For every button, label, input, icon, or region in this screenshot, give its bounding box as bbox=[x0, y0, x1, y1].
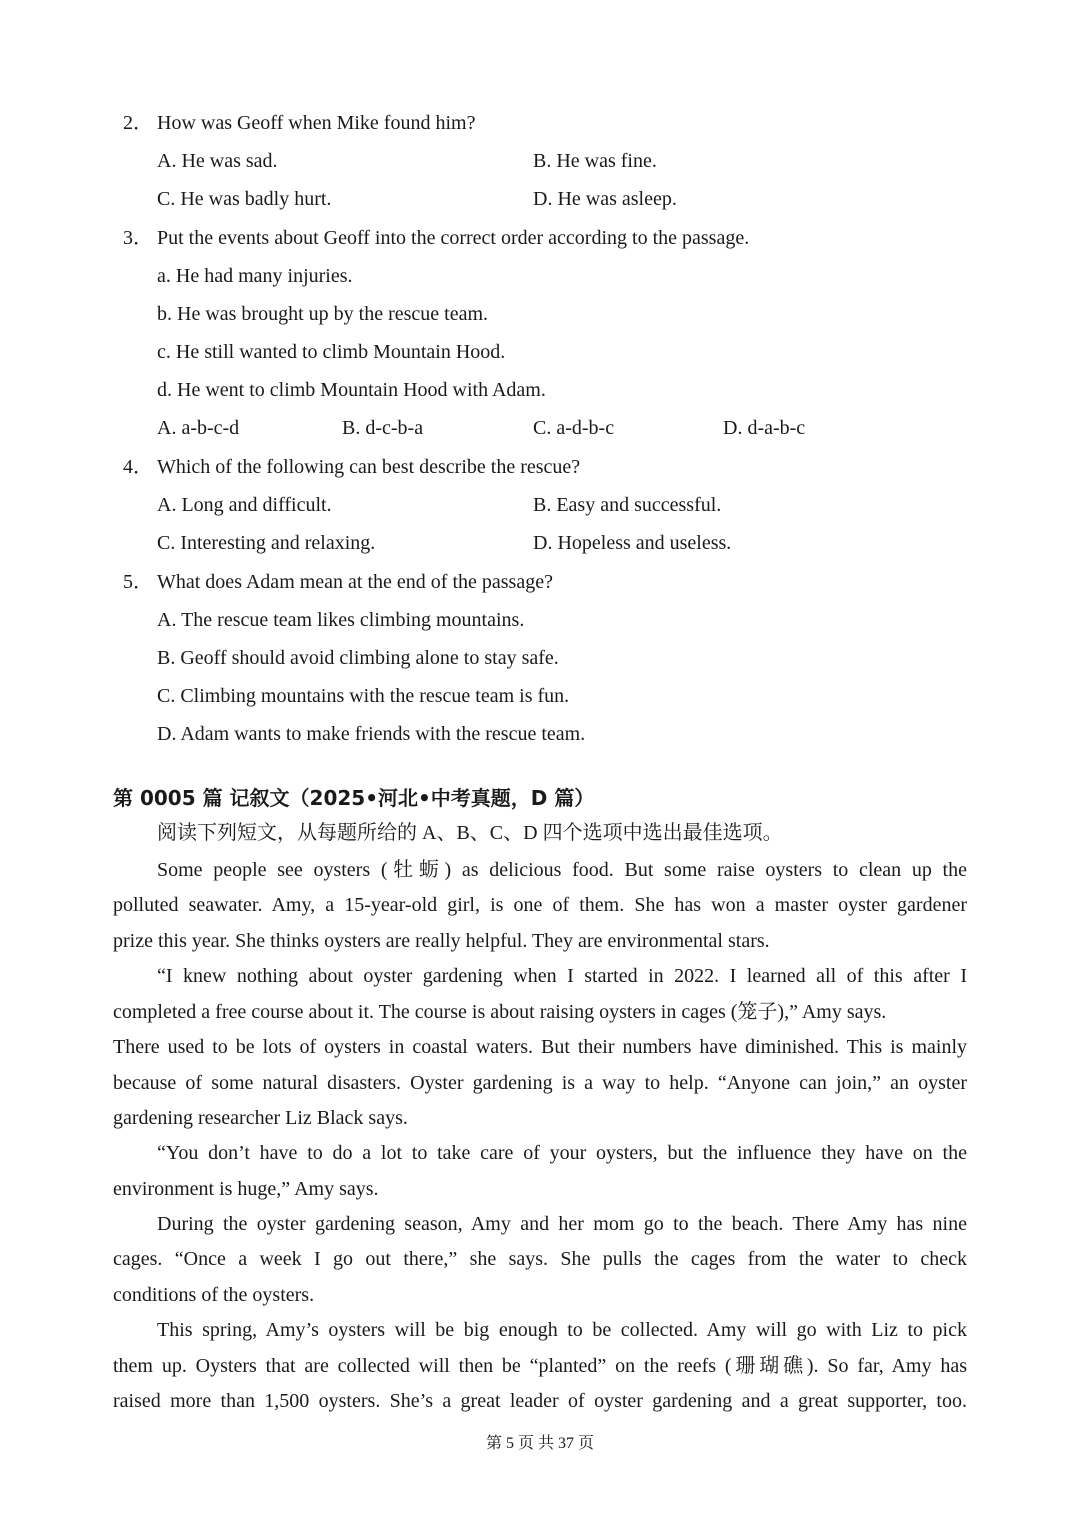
question-number: 2． bbox=[123, 112, 153, 134]
option: D. Hopeless and useless. bbox=[533, 532, 732, 554]
event-item: c. He still wanted to climb Mountain Hood. bbox=[157, 341, 506, 363]
question-stem: How was Geoff when Mike found him? bbox=[157, 112, 476, 134]
option: D. Adam wants to make friends with the rescue team. bbox=[157, 723, 586, 745]
passage-line: “I knew nothing about oyster gardening when I started in 2022. I learned all of this after I bbox=[157, 965, 967, 987]
passage-line: conditions of the oysters. bbox=[113, 1284, 315, 1306]
option: B. Easy and successful. bbox=[533, 494, 722, 516]
passage-line: This spring, Amy’s oysters will be big enough to be collected. Amy will go with Liz to pick bbox=[157, 1319, 967, 1341]
option: C. a-d-b-c bbox=[533, 417, 615, 439]
passage-line: environment is huge,” Amy says. bbox=[113, 1178, 379, 1200]
option: C. He was badly hurt. bbox=[157, 188, 332, 210]
option: A. Long and difficult. bbox=[157, 494, 332, 516]
passage-line: raised more than 1,500 oysters. She’s a great leader of oyster gardening and a great supporter, too. bbox=[113, 1390, 967, 1412]
passage-line: cages. “Once a week I go out there,” she says. She pulls the cages from the water to check bbox=[113, 1248, 967, 1270]
passage-line: “You don’t have to do a lot to take care of your oysters, but the influence they have on the bbox=[157, 1142, 967, 1164]
passage-line: completed a free course about it. The course is about raising oysters in cages (笼子),” Amy says. bbox=[113, 1001, 887, 1023]
option: C. Interesting and relaxing. bbox=[157, 532, 376, 554]
page-footer: 第 5 页 共 37 页 bbox=[485, 1435, 594, 1452]
question-stem: What does Adam mean at the end of the passage? bbox=[157, 571, 553, 593]
passage-line: polluted seawater. Amy, a 15-year-old girl, is one of them. She has won a master oyster gardener bbox=[113, 894, 967, 916]
section-heading: 第 0005 篇 记叙文（2025•河北•中考真题，D 篇） bbox=[113, 786, 595, 810]
event-item: a. He had many injuries. bbox=[157, 265, 353, 287]
section-instruction: 阅读下列短文，从每题所给的 A、B、C、D 四个选项中选出最佳选项。 bbox=[157, 822, 783, 844]
event-item: b. He was brought up by the rescue team. bbox=[157, 303, 489, 325]
question-number: 4． bbox=[123, 456, 153, 478]
question-stem: Put the events about Geoff into the correct order according to the passage. bbox=[157, 227, 750, 249]
passage-line: because of some natural disasters. Oyster gardening is a way to help. “Anyone can join,” an oyster bbox=[113, 1072, 967, 1094]
option: B. d-c-b-a bbox=[342, 417, 424, 439]
question-number: 5． bbox=[123, 571, 153, 593]
option: A. a-b-c-d bbox=[157, 417, 240, 439]
passage-line: There used to be lots of oysters in coastal waters. But their numbers have diminished. This is mainly bbox=[113, 1036, 967, 1058]
option: D. He was asleep. bbox=[533, 188, 677, 210]
passage-line: Some people see oysters (牡蛎) as delicious food. But some raise oysters to clean up the bbox=[157, 859, 967, 881]
passage-line: them up. Oysters that are collected will then be “planted” on the reefs (珊瑚礁). So far, Amy has bbox=[113, 1355, 967, 1377]
question-stem: Which of the following can best describe the rescue? bbox=[157, 456, 581, 478]
option: C. Climbing mountains with the rescue team is fun. bbox=[157, 685, 570, 707]
option: D. d-a-b-c bbox=[723, 417, 806, 439]
passage-line: During the oyster gardening season, Amy and her mom go to the beach. There Amy has nine bbox=[157, 1213, 967, 1235]
option: B. Geoff should avoid climbing alone to stay safe. bbox=[157, 647, 559, 669]
option: A. The rescue team likes climbing mountains. bbox=[157, 609, 525, 631]
event-item: d. He went to climb Mountain Hood with Adam. bbox=[157, 379, 546, 401]
option: A. He was sad. bbox=[157, 150, 278, 172]
passage-line: gardening researcher Liz Black says. bbox=[113, 1107, 408, 1129]
passage-line: prize this year. She thinks oysters are really helpful. They are environmental stars. bbox=[113, 930, 770, 952]
option: B. He was fine. bbox=[533, 150, 657, 172]
question-number: 3． bbox=[123, 227, 153, 249]
